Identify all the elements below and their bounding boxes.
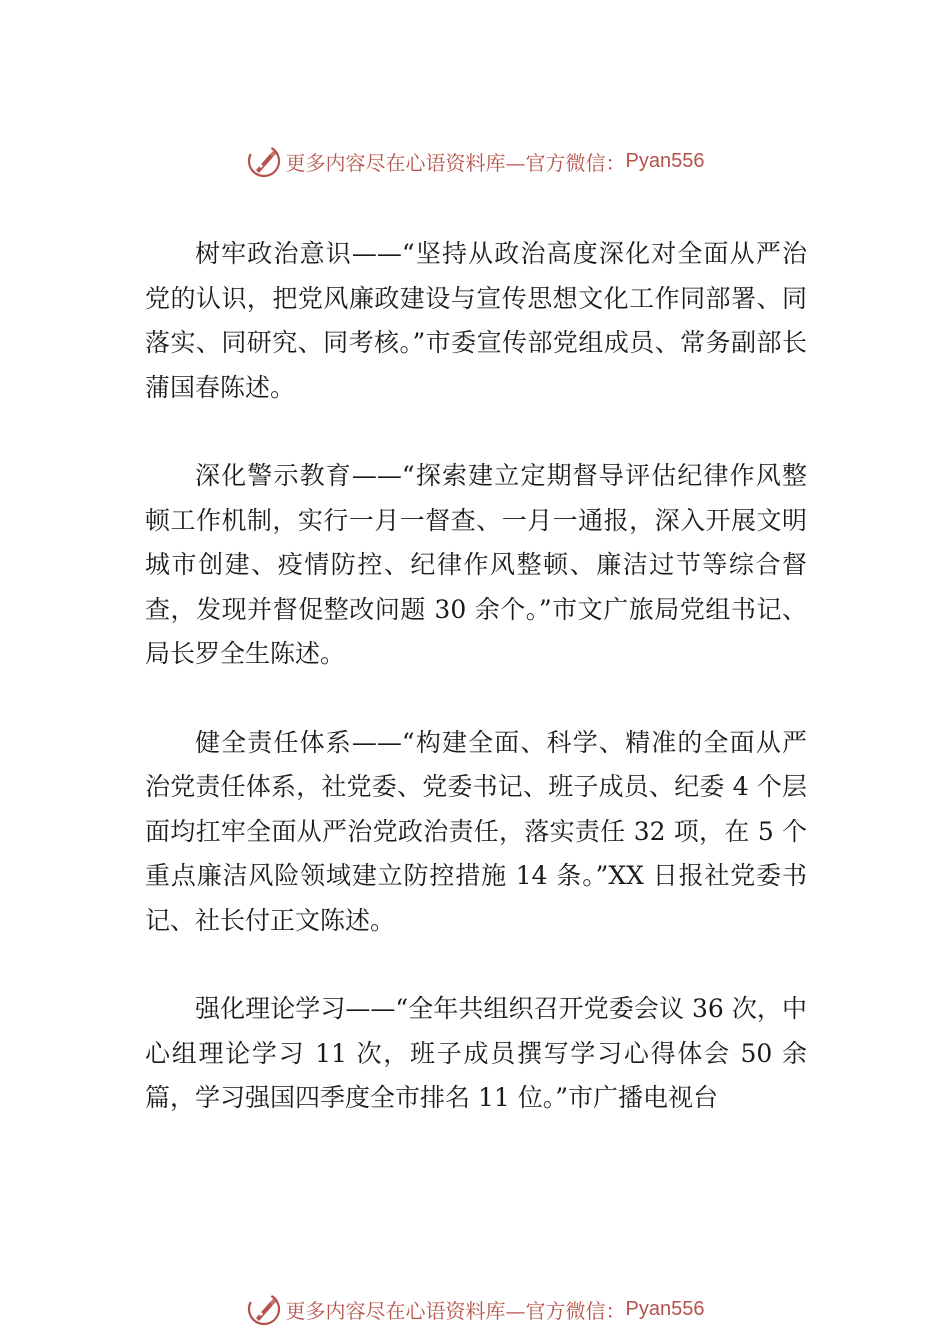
- paragraph-theory-study: 强化理论学习——“全年共组织召开党委会议 36 次，中心组理论学习 11 次，班子成员撰写学习心得体会 50 余篇，学习强国四季度全市排名 11 位。”市广播电视台: [145, 994, 807, 1112]
- pen-nib-logo-icon: [246, 143, 282, 179]
- header-banner: [0, 143, 950, 179]
- document-body: [145, 232, 807, 1165]
- wechat-id: Pyan556: [625, 1297, 705, 1320]
- paragraph-responsibility-system: 健全责任体系——“构建全面、科学、精准的全面从严治党责任体系，社党委、党委书记、班子成员、纪委 4 个层面均扛牢全面从严治党政治责任，落实责任 32 项，在 5 个重点廉洁风险领域建立防控措施 14 条。”XX 日报社党委书记、社长付正文陈述。: [145, 727, 807, 935]
- paragraph-political-awareness: 树牢政治意识——“坚持从政治高度深化对全面从严治党的认识，把党风廉政建设与宣传思想文化工作同部署、同落实、同研究、同考核。”市委宣传部党组成员、常务副部长蒲国春陈述。: [145, 239, 807, 402]
- wechat-id: Pyan556: [625, 149, 705, 172]
- footer-banner: [0, 1291, 950, 1327]
- paragraph-warning-education: 深化警示教育——“探索建立定期督导评估纪律作风整顿工作机制，实行一月一督查、一月一通报，深入开展文明城市创建、疫情防控、纪律作风整顿、廉洁过节等综合督查，发现并督促整改问题 30 余个。”市文广旅局党组书记、局长罗全生陈述。: [145, 461, 807, 668]
- pen-nib-logo-icon: [246, 1291, 282, 1327]
- banner-text: 更多内容尽在心语资料库—官方微信：: [285, 1298, 626, 1323]
- banner-text: 更多内容尽在心语资料库—官方微信：: [285, 150, 626, 175]
